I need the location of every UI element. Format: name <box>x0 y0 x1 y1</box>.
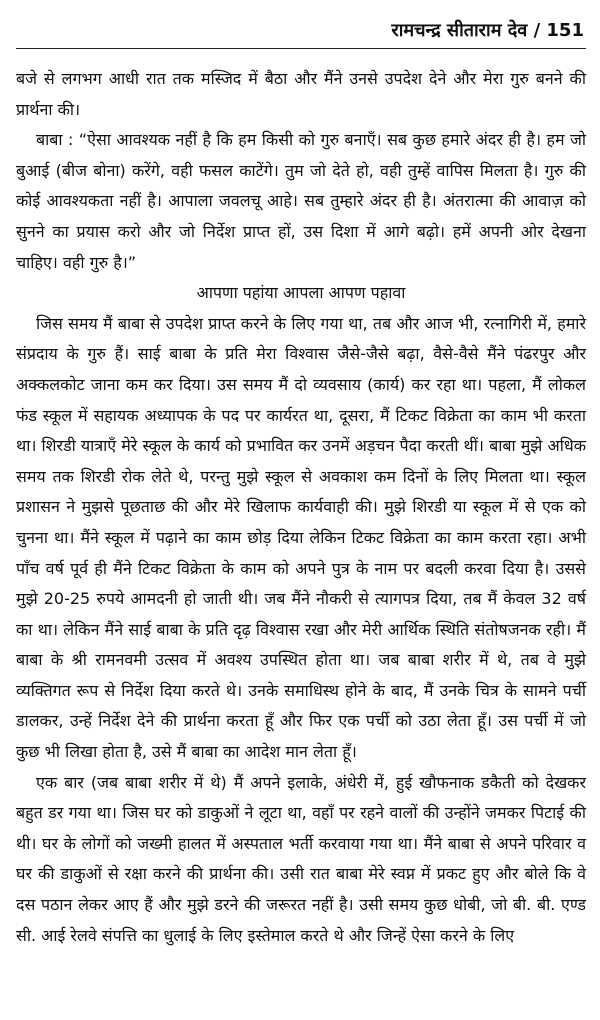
header-rule <box>16 48 586 49</box>
section-heading: आपणा पहांया आपला आपण पहावा <box>196 283 406 303</box>
paragraph-4: एक बार (जब बाबा शरीर में थे) मैं अपने इलाके, अंधेरी में, हुई खौफनाक डकैती को देखकर बहुत डर गया था। जिस घर को डाकुओं ने लूटा था, वहाँ पर रहने वालों की उन्होंने जमकर पिटाई की थी। घर के लोगों को जख्मी हालत में अस्पताल भर्ती करवाया गया था। मैंने बाबा से अपने परिवार व घर की डाकुओं से रक्षा करने की प्रार्थना की। उसी रात बाबा मेरे स्वप्न में प्रकट हुए और बोले कि वे दस पठान लेकर आए हैं और मुझे डरने की जरूरत नहीं है। उसी समय कुछ धोबी, जो बी. बी. एण्ड सी. आई रेलवे संपत्ति का धुलाई के लिए इस्तेमाल करते थे और जिन्हें ऐसा करने के लिए <box>16 772 586 945</box>
body-text <box>16 64 586 951</box>
paragraph-3: जिस समय मैं बाबा से उपदेश प्राप्त करने के लिए गया था, तब और आज भी, रत्नागिरी में, हमारे संप्रदाय के गुरु हैं। साई बाबा के प्रति मेरा विश्वास जैसे-जैसे बढ़ा, वैसे-वैसे मैंने पंढरपुर और अक्कलकोट जाना कम कर दिया। उस समय मैं दो व्यवसाय (कार्य) कर रहा था। पहला, मैं लोकल फंड स्कूल में सहायक अध्यापक के पद पर कार्यरत था, दूसरा, मैं टिकट विक्रेता का काम भी करता था। शिरडी यात्राएँ मेरे स्कूल के कार्य को प्रभावित कर उनमें अड़चन पैदा करती थीं। बाबा मुझे अधिक समय तक शिरडी रोक लेते थे, परन्तु मुझे स्कूल से अवकाश कम दिनों के लिए मिलता था। स्कूल प्रशासन ने मुझसे पूछताछ की और मेरे खिलाफ कार्यवाही की। मुझे शिरडी या स्कूल में से एक को चुनना था। मैंने स्कूल में पढ़ाने का काम छोड़ दिया लेकिन टिकट विक्रेता का काम करता रहा। अभी पाँच वर्ष पूर्व ही मैंने टिकट विक्रेता के काम को अपने पुत्र के नाम पर बदली करवा दिया है। उससे मुझे 20-25 रुपये आमदनी हो जाती थी। जब मैंने नौकरी से त्यागपत्र दिया, तब मैं केवल 32 वर्ष का था। लेकिन मैंने साई बाबा के प्रति दृढ़ विश्वास रखा और मेरी आर्थिक स्थिति संतोषजनक रही। मैं बाबा के श्री रामनवमी उत्सव में अवश्य उपस्थित होता था। जब बाबा शरीर में थे, तब वे मुझे व्यक्तिगत रूप से निर्देश दिया करते थे। उनके समाधिस्थ होने के बाद, मैं उनके चित्र के सामने पर्ची डालकर, उन्हें निर्देश देने की प्रार्थना करता हूँ और फिर एक पर्ची को उठा लेता हूँ। उस पर्ची में जो कुछ भी लिखा होता है, उसे मैं बाबा का आदेश मान लेता हूँ। <box>16 313 586 762</box>
header-title-page-number: रामचन्द्र सीताराम देव / 151 <box>391 20 584 41</box>
paragraph-1: बजे से लगभग आधी रात तक मस्जिद में बैठा और मैंने उनसे उपदेश देने और मेरा गुरु बनने की प्रार्थना की। <box>16 69 586 119</box>
paragraph-baba-quote: बाबा : “ऐसा आवश्यक नहीं है कि हम किसी को गुरु बनाएँ। सब कुछ हमारे अंदर ही है। हम जो बुआई (बीज बोना) करेंगे, वही फसल काटेंगे। तुम जो देते हो, वही तुम्हें वापिस मिलता है। गुरु की कोई आवश्यकता नहीं है। आपाला जवलचू आहे। सब तुम्हारे अंदर ही है। अंतरात्मा की आवाज़ को सुनने का प्रयास करो और जो निर्देश प्राप्त हों, उस दिशा में आगे बढ़ो। हमें अपनी ओर देखना चाहिए। वही गुरु है।” <box>16 130 586 272</box>
running-header <box>16 10 586 54</box>
